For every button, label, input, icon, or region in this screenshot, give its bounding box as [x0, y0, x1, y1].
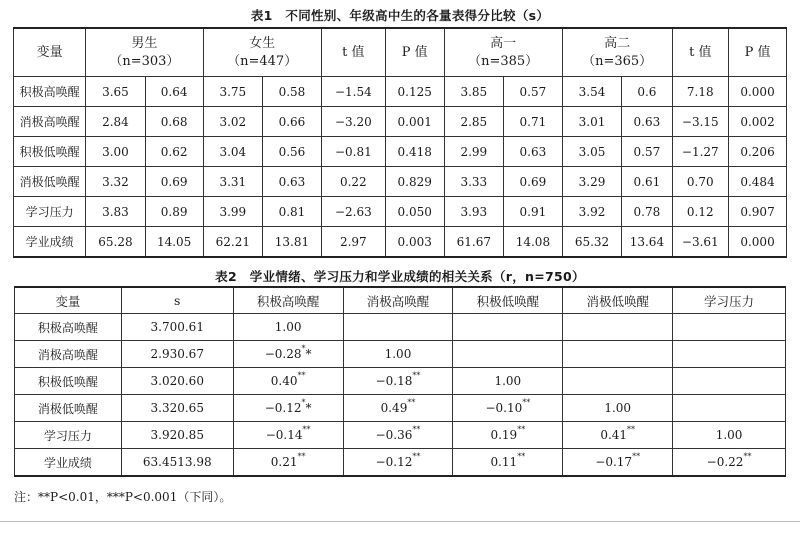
table1-cell: 0.66: [263, 107, 322, 137]
table1-cell: 14.05: [145, 227, 203, 258]
table1-cell: 0.001: [385, 107, 444, 137]
table2-row: [15, 422, 786, 449]
table1-cell: 0.61: [622, 167, 672, 197]
table2-row-label: 消极低唤醒: [15, 395, 122, 422]
table2-cell-value: 0.49: [380, 401, 408, 415]
table1-cell: 0.050: [385, 197, 444, 227]
table1-cell: 2.97: [321, 227, 385, 258]
table2-cell-value: 1.00: [494, 374, 522, 388]
table2-cell: [233, 449, 343, 477]
table2: [14, 286, 786, 477]
table1-cell: 0.69: [145, 167, 203, 197]
table1-cell: 0.22: [321, 167, 385, 197]
table1-cell: 2.85: [444, 107, 504, 137]
table2-row: [15, 368, 786, 395]
table1-row: [14, 167, 787, 197]
table1-cell: 0.002: [729, 107, 787, 137]
table2-cell: [343, 341, 453, 368]
table2-cell: [673, 368, 786, 395]
table2-cell: [673, 341, 786, 368]
significance-marker: **: [517, 452, 526, 461]
table2-row: [15, 341, 786, 368]
table2-header-cell: 消极高唤醒: [343, 287, 453, 314]
table2-row-label: 消极高唤醒: [15, 341, 122, 368]
table1-header-grade2-n: （n=365）: [582, 53, 653, 69]
significance-marker: **: [627, 425, 636, 434]
significance-marker-trailing: *: [305, 401, 312, 415]
significance-marker: **: [412, 452, 421, 461]
table2-cell: [121, 314, 233, 341]
table1-cell: 0.000: [729, 77, 787, 107]
table2-cell-value: 1.00: [274, 320, 302, 334]
table1-cell: 3.83: [86, 197, 146, 227]
table2-cell-value: −0.12: [375, 455, 413, 469]
table2-row-label: 学业成绩: [15, 449, 122, 477]
table2-cell-value: −0.14: [265, 428, 303, 442]
table2-cell-value: −0.28: [264, 347, 302, 361]
table1-header-grade2: 高二 （n=365）: [562, 28, 672, 77]
table2-cell: [453, 395, 563, 422]
table1-cell: 0.68: [145, 107, 203, 137]
table2-cell: [673, 395, 786, 422]
table1-row-label: 积极低唤醒: [14, 137, 86, 167]
table1-cell: 2.99: [444, 137, 504, 167]
table1-cell: 3.75: [203, 77, 263, 107]
table1-cell: 13.81: [263, 227, 322, 258]
table1-cell: 0.907: [729, 197, 787, 227]
table1-header-p-gender: P 值: [385, 28, 444, 77]
table1-cell: 65.32: [562, 227, 622, 258]
table1-row-label: 积极高唤醒: [14, 77, 86, 107]
table1-header-female-n: （n=447）: [227, 53, 298, 69]
table2-cell-value: 3.920.85: [150, 428, 204, 442]
table1-cell: 65.28: [86, 227, 146, 258]
bottom-divider: [0, 521, 800, 522]
table2-cell: [563, 314, 673, 341]
table2-row-label: 学习压力: [15, 422, 122, 449]
table1-row: [14, 137, 787, 167]
table1-header-male-n: （n=303）: [109, 53, 180, 69]
table2-cell: [563, 341, 673, 368]
table2-cell: [563, 422, 673, 449]
significance-marker: *: [301, 344, 306, 353]
table2-header-cell: 学习压力: [673, 287, 786, 314]
table1-cell: −1.54: [321, 77, 385, 107]
table2-header-cell: 积极低唤醒: [453, 287, 563, 314]
table1-cell: 0.63: [263, 167, 322, 197]
table1-cell: 3.33: [444, 167, 504, 197]
table2-cell: [453, 422, 563, 449]
table1-cell: 0.003: [385, 227, 444, 258]
table2-cell: [233, 341, 343, 368]
table1-cell: 3.02: [203, 107, 263, 137]
table1-cell: 0.69: [504, 167, 563, 197]
table1-cell: −3.15: [672, 107, 729, 137]
table2-caption: 表2 学业情绪、学习压力和学业成绩的相关关系（r，n=750）: [215, 269, 585, 284]
table1-cell: 0.64: [145, 77, 203, 107]
significance-marker: **: [632, 452, 641, 461]
table2-cell-value: 2.930.67: [150, 347, 204, 361]
table1: [13, 27, 787, 258]
table2-cell: [233, 395, 343, 422]
table1-header-grade1: 高一 （n=385）: [444, 28, 562, 77]
table2-header-cell: s: [121, 287, 233, 314]
table1-header-row: [14, 28, 787, 77]
table2-cell-value: 1.00: [384, 347, 412, 361]
table1-cell: 0.71: [504, 107, 563, 137]
table2-row: [15, 395, 786, 422]
table1-cell: −3.61: [672, 227, 729, 258]
table2-cell: [343, 395, 453, 422]
table1-cell: 3.32: [86, 167, 146, 197]
table1-row-label: 消极高唤醒: [14, 107, 86, 137]
table1-cell: 2.84: [86, 107, 146, 137]
table1-cell: 3.04: [203, 137, 263, 167]
table1-cell: 0.58: [263, 77, 322, 107]
table2-cell-value: 0.11: [490, 455, 518, 469]
table2-cell: [343, 422, 453, 449]
table1-cell: 13.64: [622, 227, 672, 258]
table1-cell: 7.18: [672, 77, 729, 107]
table2-cell: [121, 449, 233, 477]
table1-row: [14, 197, 787, 227]
significance-marker: **: [412, 371, 421, 380]
table2-row: [15, 449, 786, 477]
table1-cell: 0.81: [263, 197, 322, 227]
table1-cell: −1.27: [672, 137, 729, 167]
table1-cell: 0.12: [672, 197, 729, 227]
table1-cell: 0.829: [385, 167, 444, 197]
table2-cell: [453, 368, 563, 395]
table2-cell: [673, 314, 786, 341]
table1-cell: 0.63: [504, 137, 563, 167]
table1-header-t-grade: t 值: [672, 28, 729, 77]
table1-cell: 3.85: [444, 77, 504, 107]
significance-marker: **: [412, 425, 421, 434]
table1-cell: 0.70: [672, 167, 729, 197]
table1-cell: 3.01: [562, 107, 622, 137]
table1-cell: 0.91: [504, 197, 563, 227]
significance-marker: **: [743, 452, 752, 461]
table1-cell: 14.08: [504, 227, 563, 258]
significance-marker: **: [297, 371, 306, 380]
table1-cell: 62.21: [203, 227, 263, 258]
table1-row: [14, 227, 787, 258]
table1-cell: 0.484: [729, 167, 787, 197]
table2-cell-value: 3.320.65: [150, 401, 204, 415]
table1-cell: 0.125: [385, 77, 444, 107]
table2-cell: [563, 368, 673, 395]
significance-marker-trailing: *: [305, 347, 312, 361]
table1-cell: 61.67: [444, 227, 504, 258]
table2-row-label: 积极低唤醒: [15, 368, 122, 395]
significance-marker: **: [517, 425, 526, 434]
significance-marker: *: [301, 398, 306, 407]
table2-cell: [673, 422, 786, 449]
table1-header-male: 男生 （n=303）: [86, 28, 203, 77]
table1-cell: 0.89: [145, 197, 203, 227]
table2-cell: [233, 368, 343, 395]
table1-row: [14, 107, 787, 137]
table2-cell-value: 1.00: [715, 428, 743, 442]
table1-cell: 0.63: [622, 107, 672, 137]
table1-header-t-gender: t 值: [321, 28, 385, 77]
table1-cell: 0.57: [504, 77, 563, 107]
table1-caption: 表1 不同性别、年级高中生的各量表得分比较（s）: [250, 8, 550, 23]
table2-cell: [121, 368, 233, 395]
table1-header-p-grade: P 值: [729, 28, 787, 77]
table2-cell: [343, 449, 453, 477]
table1-cell: −2.63: [321, 197, 385, 227]
table1-cell: 3.99: [203, 197, 263, 227]
table2-cell: [673, 449, 786, 477]
table2-header-cell: 积极高唤醒: [233, 287, 343, 314]
table2-cell: [563, 395, 673, 422]
table2-cell: [233, 314, 343, 341]
table2-cell-value: −0.12: [264, 401, 302, 415]
table2-cell: [453, 341, 563, 368]
table2-cell-value: −0.10: [485, 401, 523, 415]
table1-cell: 3.31: [203, 167, 263, 197]
table1-cell: 3.05: [562, 137, 622, 167]
table1-cell: 0.206: [729, 137, 787, 167]
table2-cell: [121, 395, 233, 422]
table2-cell-value: −0.18: [375, 374, 413, 388]
table1-cell: −0.81: [321, 137, 385, 167]
table2-cell: [343, 368, 453, 395]
table1-cell: 0.418: [385, 137, 444, 167]
table2-cell-value: 0.21: [270, 455, 298, 469]
table1-cell: 0.6: [622, 77, 672, 107]
table2-cell-value: 63.4513.98: [142, 455, 212, 469]
table1-row-label: 消极低唤醒: [14, 167, 86, 197]
table1-cell: 0.56: [263, 137, 322, 167]
table1-cell: 0.57: [622, 137, 672, 167]
table2-row: [15, 314, 786, 341]
table2-cell-value: 1.00: [604, 401, 632, 415]
table1-cell: 3.65: [86, 77, 146, 107]
significance-marker: **: [302, 425, 311, 434]
table1-cell: 0.000: [729, 227, 787, 258]
table1-cell: 3.93: [444, 197, 504, 227]
table2-cell-value: 0.41: [600, 428, 628, 442]
table1-cell: 3.00: [86, 137, 146, 167]
table1-cell: 3.54: [562, 77, 622, 107]
table2-cell: [121, 341, 233, 368]
table1-cell: −3.20: [321, 107, 385, 137]
table2-cell-value: 3.700.61: [150, 320, 204, 334]
table2-cell: [453, 314, 563, 341]
table2-cell: [563, 449, 673, 477]
table2-header-row: [15, 287, 786, 314]
table1-cell: 0.62: [145, 137, 203, 167]
table1-row-label: 学业成绩: [14, 227, 86, 258]
table2-header-cell: 消极低唤醒: [563, 287, 673, 314]
significance-marker: **: [297, 452, 306, 461]
table2-cell: [121, 422, 233, 449]
table1-cell: 0.78: [622, 197, 672, 227]
significance-marker: **: [522, 398, 531, 407]
table2-cell: [453, 449, 563, 477]
table2-cell-value: 3.020.60: [150, 374, 204, 388]
table2-cell-value: 0.19: [490, 428, 518, 442]
table1-cell: 3.29: [562, 167, 622, 197]
table1-header-female: 女生 （n=447）: [203, 28, 321, 77]
table2-cell-value: −0.17: [595, 455, 633, 469]
table1-header-variable: 变量: [14, 28, 86, 77]
table2-cell: [343, 314, 453, 341]
table1-cell: 3.92: [562, 197, 622, 227]
significance-marker: **: [407, 398, 416, 407]
table2-cell: [233, 422, 343, 449]
table2-header-cell: 变量: [15, 287, 122, 314]
table2-row-label: 积极高唤醒: [15, 314, 122, 341]
table-footnote: 注：**P<0.01，***P<0.001（下同）。: [14, 490, 232, 504]
table1-row-label: 学习压力: [14, 197, 86, 227]
table2-cell-value: 0.40: [270, 374, 298, 388]
table2-cell-value: −0.22: [706, 455, 744, 469]
table1-header-grade1-n: （n=385）: [468, 53, 539, 69]
table1-row: [14, 77, 787, 107]
table2-cell-value: −0.36: [375, 428, 413, 442]
